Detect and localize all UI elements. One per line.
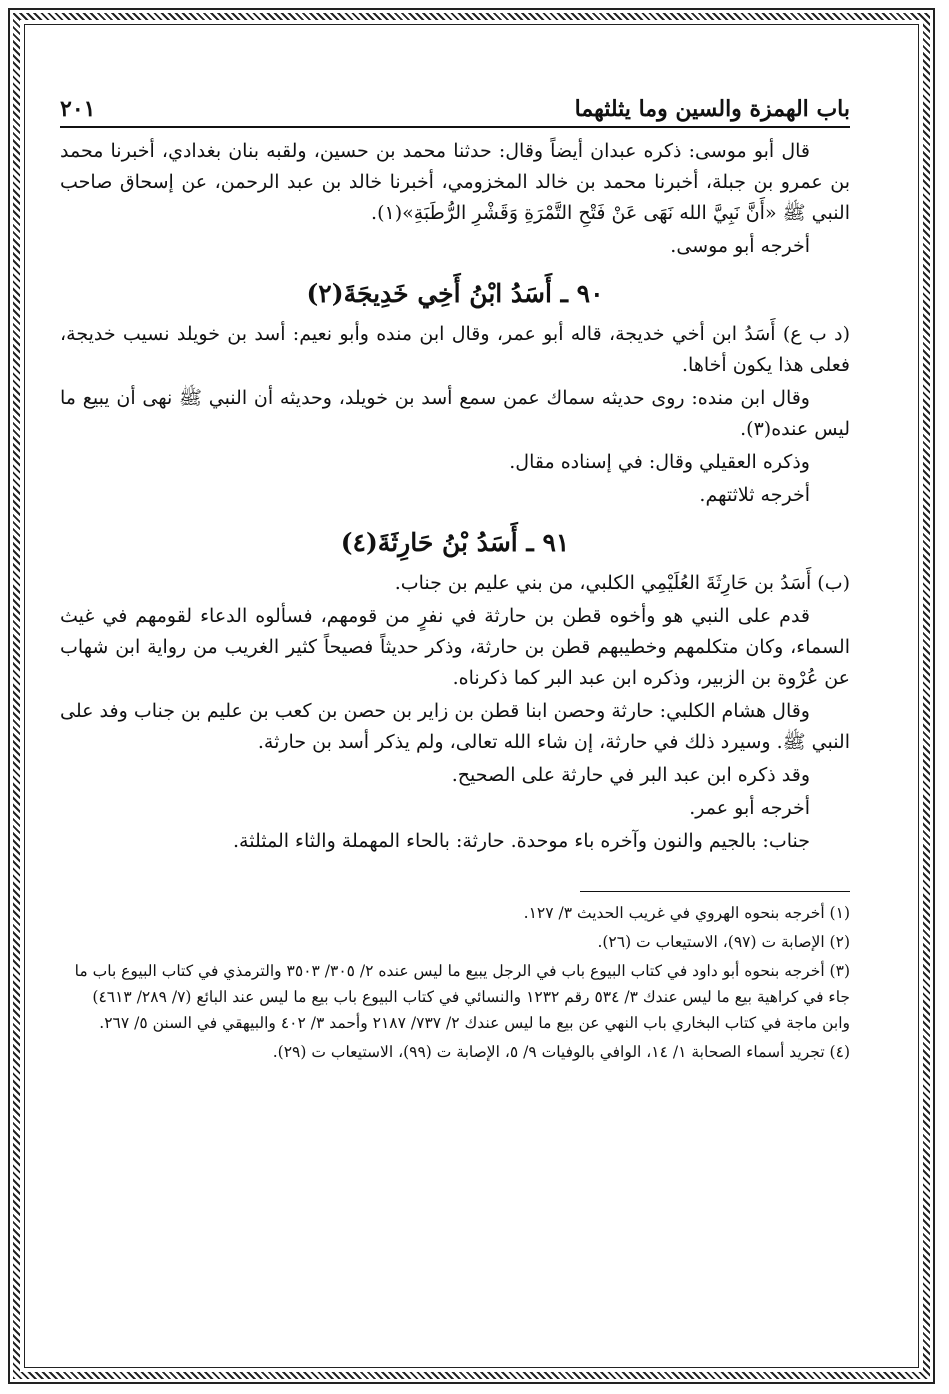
intro-paragraph: قال أبو موسى: ذكره عبدان أيضاً وقال: حدثنا محمد بن حسين، ولقبه بنان بغدادي، أخبرنا محمد بن عمرو بن جبلة، أخبرنا محمد بن خالد المخزومي، أخبرنا خالد بن عبد الرحمن، عن إسحاق صاحب النبي ﷺ «أَنَّ نَبِيَّ الله نَهَى عَنْ فَتْحِ التَّمْرَةِ وَقَشْرِ الرُّطَبَةِ»(١). (60, 140, 850, 224)
entry-91-paragraph: أخرجه أبو عمر. (689, 797, 810, 819)
footnote: (٤) تجريد أسماء الصحابة ١/ ١٤، الوافي بالوفيات ٩/ ٥، الإصابة ت (٩٩)، الاستيعاب ت (٢٩). (272, 1043, 850, 1061)
running-title: باب الهمزة والسين وما يثلثهما (574, 96, 850, 122)
entry-90-paragraph: وذكره العقيلي وقال: في إسناده مقال. (509, 451, 810, 473)
entry-90-paragraph: وقال ابن منده: روى حديثه سماك عمن سمع أسد بن خويلد، وحديثه أن النبي ﷺ نهى أن يبيع ما ليس عنده(٣). (60, 387, 850, 440)
entry-90-paragraph: (د ب ع) أَسَدُ ابن أخي خديجة، قاله أبو عمر، وقال ابن منده وأبو نعيم: أسد بن خويلد نسيب خديجة، فعلى هذا يكون أخاها. (60, 323, 850, 376)
footnote: (٣) أخرجه بنحوه أبو داود في كتاب البيوع باب في الرجل يبيع ما ليس عنده ٢/ ٣٠٥/ ٣٥٠٣ والترمذي في كتاب البيوع باب ما جاء في كراهية بيع ما ليس عندك ٣/ ٥٣٤ رقم ١٢٣٢ والنسائي في كتاب البيوع باب بيع ما ليس عند البائع (٧/ ٢٨٩/ ٤٦١٣) وابن ماجة في كتاب البخاري باب النهي عن بيع ما ليس عندك ٢/ ٧٣٧/ ٢١٨٧ وأحمد ٣/ ٤٠٢ والبيهقي في السنن ٥/ ٢٦٧. (74, 962, 850, 1032)
entry-91-heading: ٩١ ـ أَسَدُ بْنُ حَارِثَةَ(٤) (340, 528, 570, 557)
intro-attribution: أخرجه أبو موسى. (670, 235, 810, 257)
entry-91-paragraph: (ب) أَسَدُ بن حَارِثَةَ العُلَيْمِي الكلبي، من بني عليم بن جناب. (394, 572, 850, 594)
entry-91-paragraph: وقال هشام الكلبي: حارثة وحصن ابنا قطن بن زاير بن حصن بن كعب بن عليم بن جناب وفد على النبي ﷺ. وسيرد ذلك في حارثة، إن شاء الله تعالى، ولم يذكر أسد بن حارثة. (60, 700, 850, 753)
entry-91-paragraph: قدم على النبي هو وأخوه قطن بن حارثة في نفرٍ من قومهم، فسألوه الدعاء لقومهم في غيث السماء، وكان متكلمهم وخطيبهم قطن بن حارثة، وذكر حديثاً فصيحاً كثير الغريب من رواية ابن شهاب عن عُرْوة بن الزبير، وذكره ابن عبد البر كما ذكرناه. (60, 605, 850, 689)
footnote: (٢) الإصابة ت (٩٧)، الاستيعاب ت (٢٦). (597, 933, 850, 951)
footnote-separator (580, 891, 850, 892)
footnote: (١) أخرجه بنحوه الهروي في غريب الحديث ٣/ ١٢٧. (523, 904, 850, 922)
entry-90-heading: ٩٠ ـ أَسَدُ ابْنُ أَخِي خَدِيجَةَ(٢) (306, 279, 604, 308)
running-header (60, 82, 850, 128)
book-page (60, 82, 850, 1312)
footnotes (60, 900, 850, 1065)
entry-91-paragraph: وقد ذكره ابن عبد البر في حارثة على الصحيح. (451, 764, 810, 786)
page-body (60, 136, 850, 857)
entry-91-paragraph: جناب: بالجيم والنون وآخره باء موحدة. حارثة: بالحاء المهملة والثاء المثلثة. (232, 830, 810, 852)
page-number: ٢٠١ (60, 96, 96, 122)
entry-90-paragraph: أخرجه ثلاثتهم. (699, 484, 810, 506)
